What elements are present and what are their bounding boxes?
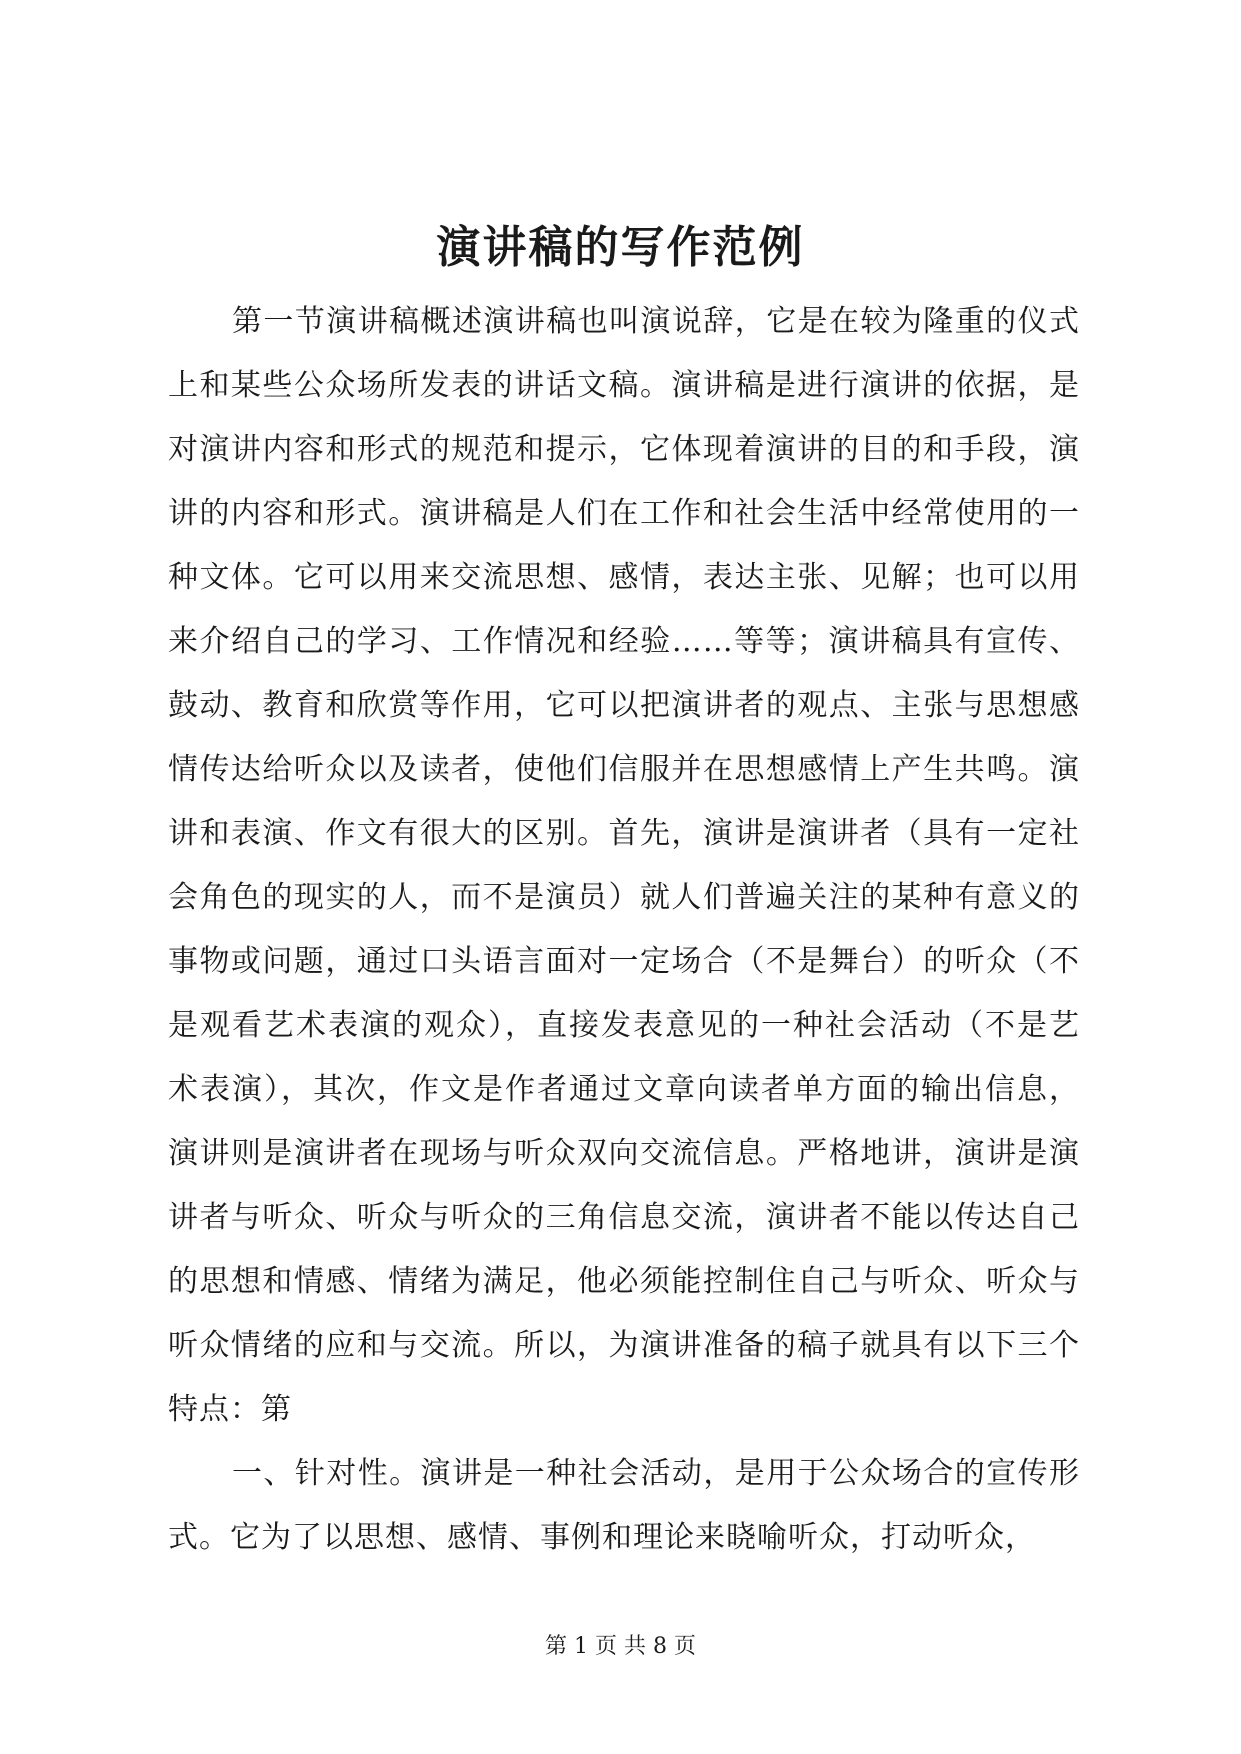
document-title: 演讲稿的写作范例: [436, 222, 805, 273]
body-paragraph: 第一节演讲稿概述演讲稿也叫演说辞，它是在较为隆重的仪式上和某些公众场所发表的讲话文稿。演讲稿是进行演讲的依据，是对演讲内容和形式的规范和提示，它体现着演讲的目的和手段，演讲的内容和形式。演讲稿是人们在工作和社会生活中经常使用的一种文体。它可以用来交流思想、感情，表达主张、见解；也可以用来介绍自己的学习、工作情况和经验……等等；演讲稿具有宣传、鼓动、教育和欣赏等作用，它可以把演讲者的观点、主张与思想感情传达给听众以及读者，使他们信服并在思想感情上产生共鸣。演讲和表演、作文有很大的区别。首先，演讲是演讲者（具有一定社会角色的现实的人，而不是演员）就人们普遍关注的某种有意义的事物或问题，通过口头语言面对一定场合（不是舞台）的听众（不是观看艺术表演的观众），直接发表意见的一种社会活动（不是艺术表演），其次，作文是作者通过文章向读者单方面的输出信息，演讲则是演讲者在现场与听众双向交流信息。严格地讲，演讲是演讲者与听众、听众与听众的三角信息交流，演讲者不能以传达自己的思想和情感、情绪为满足，他必须能控制住自己与听众、听众与听众情绪的应和与交流。所以，为演讲准备的稿子就具有以下三个特点：第: [168, 304, 1080, 1427]
document-body: [168, 290, 1080, 1570]
body-paragraph: 一、针对性。演讲是一种社会活动，是用于公众场合的宣传形式。它为了以思想、感情、事例和理论来晓喻听众，打动听众，: [168, 1456, 1080, 1555]
page-footer: 第 1 页 共 8 页: [545, 1634, 696, 1659]
